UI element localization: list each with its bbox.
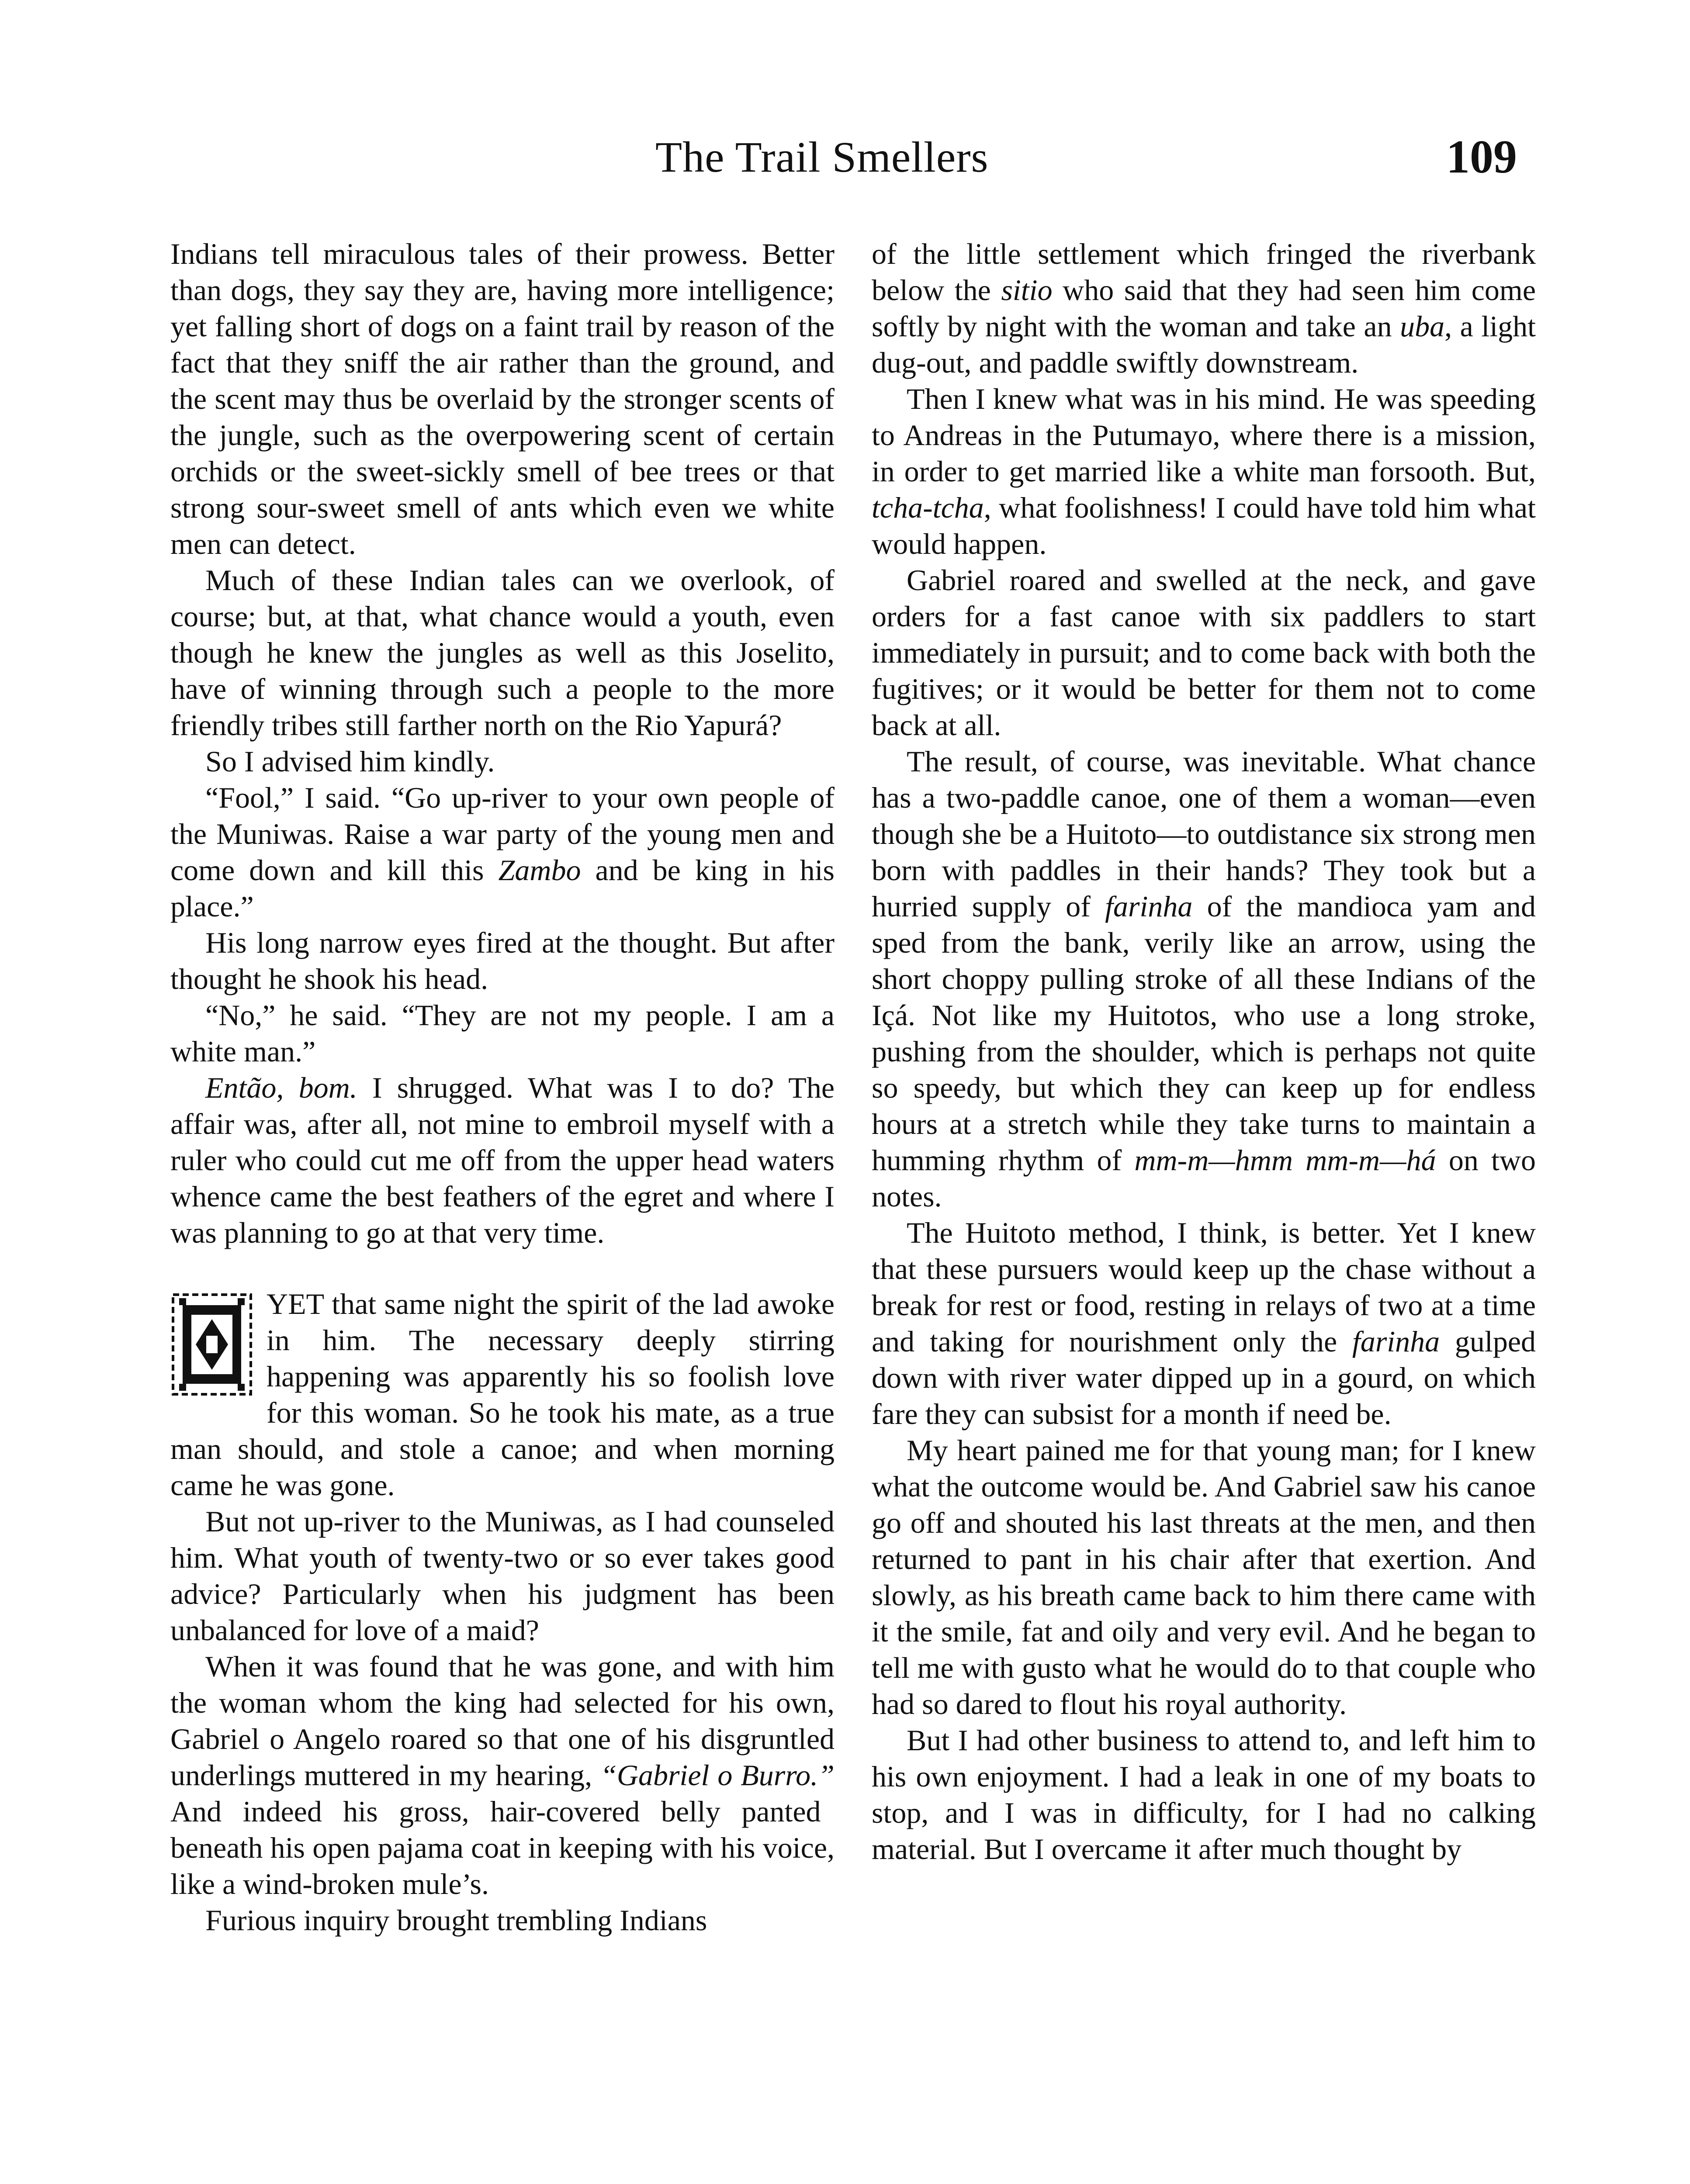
paragraph xyxy=(170,1070,835,1251)
paragraph xyxy=(872,381,1536,562)
page-header xyxy=(0,131,1690,201)
paragraph xyxy=(872,236,1536,381)
italic-text: tcha-tcha xyxy=(872,491,984,524)
text-run: Then I knew what was in his mind. He was speeding to Andreas in the Putumayo, where there is a mission, in order to get married like a white man forsooth. But, xyxy=(872,382,1536,488)
text-run: The result, of course, was inevitable. What chance has a two-paddle canoe, one of them a woman—even though she be a Huitoto—to outdistance six strong men born with paddles in their hands? They took but a hurried supply of xyxy=(872,745,1536,923)
paragraph: So I advised him kindly. xyxy=(205,745,495,778)
paragraph xyxy=(872,743,1536,1215)
text-run: The Huitoto method, I think, is better. Yet I knew that these pursuers would keep up the chase without a break for rest or food, resting in relays of two at a time and taking for nourishment only the xyxy=(872,1216,1536,1358)
text-run: who said that they had seen him come softly by night with the woman and take an xyxy=(872,273,1536,343)
paragraph: But not up-river to the Muniwas, as I had counseled him. What youth of twenty-two or so ever takes good advice? Particularly when his judgment has been unbalanced for love of a maid? xyxy=(170,1505,835,1647)
paragraph: My heart pained me for that young man; for I knew what the outcome would be. And Gabriel saw his canoe go off and shouted his last threats at the men, and then returned to pant in his chair after that exertion. And slowly, as his breath came back to him there came with it the smile, fat and oily and very evil. And he began to tell me with gusto what he would do to that couple who had so dared to flout his royal authority. xyxy=(872,1434,1536,1721)
italic-text: farinha xyxy=(1352,1325,1440,1358)
paragraph: But I had other business to attend to, and left him to his own enjoyment. I had a leak in one of my boats to stop, and I was in difficulty, for I had no calking material. But I overcame it after much thought by xyxy=(872,1724,1536,1866)
italic-text: “Gabriel o Burro.” xyxy=(600,1759,835,1792)
ornament-icon xyxy=(170,1292,253,1397)
text-run: , a light dug-out, and paddle swiftly downstream. xyxy=(872,310,1536,379)
text-run: YET that same night the spirit of the lad awoke in him. The necessary deeply stirring happening was apparently his so foolish love for this woman. So he took his mate, as a true man should, and stole a canoe; and when morning came he was gone. xyxy=(170,1287,835,1502)
paragraph: Much of these Indian tales can we overlook, of course; but, at that, what chance would a youth, even though he knew the jungles as well as this Joselito, have of winning through such a people to the more friendly tribes still farther north on the Rio Yapurá? xyxy=(170,563,835,742)
running-title: The Trail Smellers xyxy=(655,133,989,181)
paragraph xyxy=(170,780,835,925)
text-run: of the mandioca yam and sped from the bank, verily like an arrow, using the short choppy pulling stroke of all these Indians of the Içá. Not like my Huitotos, who use a long stroke, pushing from the shoulder, which is perhaps not quite so speedy, but which they can keep up for endless hours at a stretch while they take turns to maintain a humming rhythm of xyxy=(872,890,1536,1177)
italic-text: Zambo xyxy=(498,854,581,887)
text-run: When it was found that he was gone, and with him the woman whom the king had selected for his own, Gabriel o Angelo roared so that one of his disgruntled underlings muttered in my hearing, xyxy=(170,1650,835,1792)
text-run: gulped down with river water dipped up in a gourd, on which fare they can subsist for a month if need be. xyxy=(872,1325,1536,1431)
italic-text: mm-m—hmm mm-m—há xyxy=(1134,1144,1436,1177)
text-run: on two notes. xyxy=(872,1144,1536,1213)
text-run: “Fool,” I said. “Go up-river to your own people of the Muniwas. Raise a war party of the young men and come down and kill this xyxy=(170,781,835,887)
italic-text: farinha xyxy=(1105,890,1193,923)
text-run: I shrugged. What was I to do? The affair was, after all, not mine to embroil myself with a ruler who could cut me off from the upper head waters whence came the best feathers of the egret and where I was planning to go at that very time. xyxy=(170,1071,835,1249)
text-run: and be king in his place.” xyxy=(170,854,835,923)
left-column xyxy=(170,236,835,1939)
right-column xyxy=(872,236,1536,1867)
paragraph: Indians tell miraculous tales of their prowess. Better than dogs, they say they are, having more intelligence; yet falling short of dogs on a faint trail by reason of the fact that they sniff the air rather than the ground, and the scent may thus be overlaid by the stronger scents of the jungle, such as the overpowering scent of certain orchids or the sweet-sickly smell of bee trees or that strong sour-sweet smell of ants which even we white men can detect. xyxy=(170,237,835,560)
italic-text: sitio xyxy=(1001,273,1053,307)
page-number: 109 xyxy=(1446,131,1517,183)
paragraph: His long narrow eyes fired at the thought. But after thought he shook his head. xyxy=(170,926,835,995)
text-run: , what foolishness! I could have told him what would happen. xyxy=(872,491,1536,560)
paragraph xyxy=(872,1215,1536,1432)
paragraph: Furious inquiry brought trembling Indians xyxy=(205,1904,707,1937)
paragraph: Gabriel roared and swelled at the neck, and gave orders for a fast canoe with six paddlers to start immediately in pursuit; and to come back with both the fugitives; or it would be better for them not to come back at all. xyxy=(872,563,1536,742)
paragraph: “No,” he said. “They are not my people. I am a white man.” xyxy=(170,999,835,1068)
italic-text: uba xyxy=(1400,310,1445,343)
section-opening-paragraph xyxy=(170,1286,835,1503)
italic-text: Então, bom. xyxy=(205,1071,357,1104)
text-run: of the little settlement which fringed the riverbank below the xyxy=(872,237,1536,307)
text-run: And indeed his gross, hair-covered belly panted beneath his open pajama coat in keeping with his voice, like a wind-broken mule’s. xyxy=(170,1795,835,1901)
paragraph xyxy=(170,1648,835,1902)
